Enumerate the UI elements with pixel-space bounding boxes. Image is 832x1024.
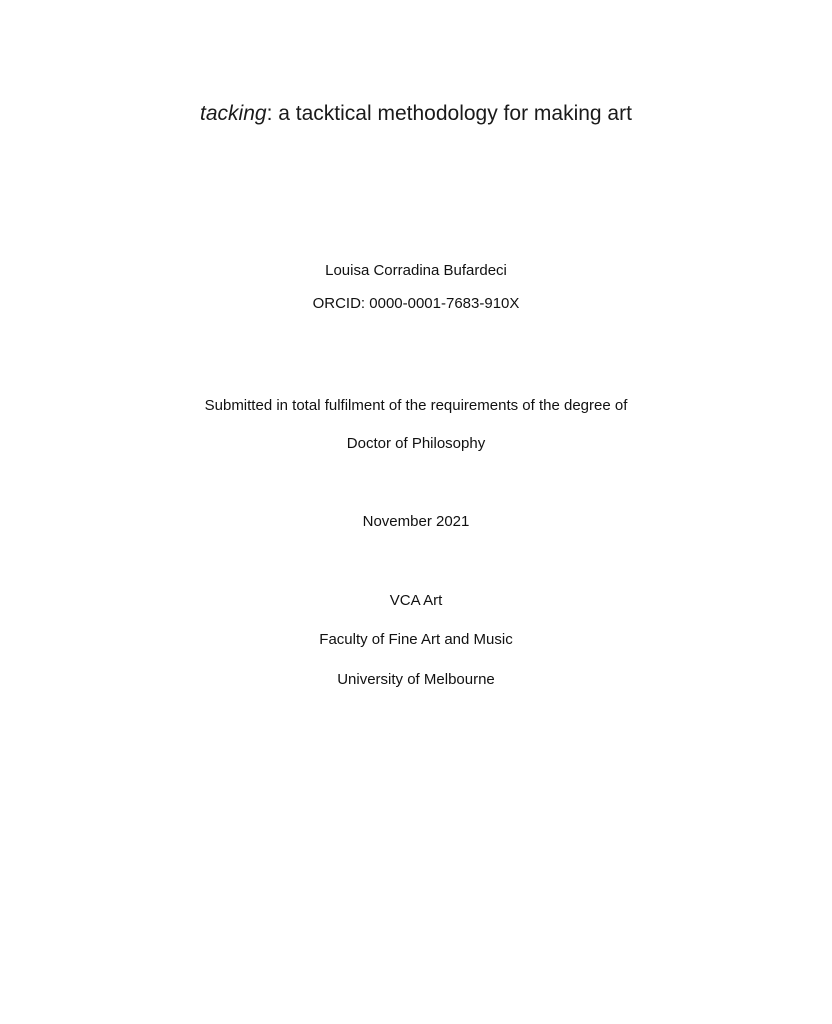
submission-date: November 2021 [362, 513, 470, 530]
thesis-title-italic: tacking [200, 102, 267, 125]
degree-name: Doctor of Philosophy [346, 435, 486, 452]
author-orcid: ORCID: 0000-0001-7683-910X [312, 295, 520, 312]
school-name: VCA Art [389, 592, 443, 609]
author-name: Louisa Corradina Bufardeci [325, 262, 507, 279]
submission-statement: Submitted in total fulfilment of the requirements of the degree of [204, 397, 628, 414]
thesis-title [0, 100, 832, 128]
thesis-title-rest: : a tacktical methodology for making art [266, 102, 632, 125]
faculty-name: Faculty of Fine Art and Music [319, 631, 513, 648]
university-name: University of Melbourne [337, 671, 495, 688]
